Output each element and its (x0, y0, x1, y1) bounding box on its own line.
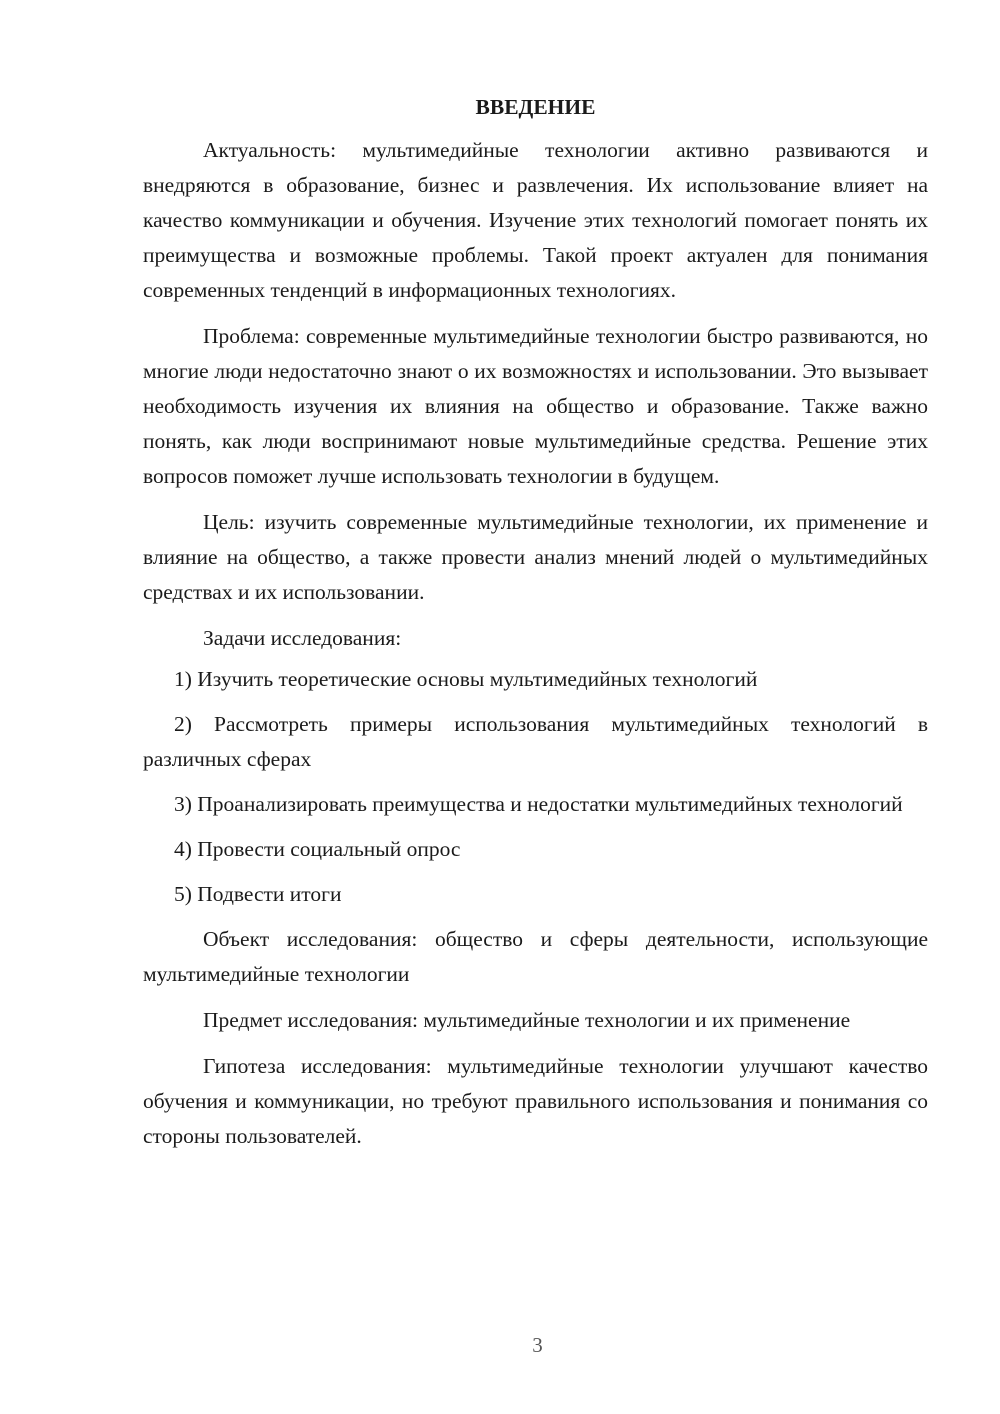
page-content (143, 90, 928, 1165)
relevance-paragraph: Актуальность: мультимедийные технологии активно развиваются и внедряются в образование, бизнес и развлечения. Их использование влияет на качество коммуникации и обучения. Изучение этих технологий помогает понять их преимущества и возможные проблемы. Такой проект актуален для понимания современных тенденций в информационных технологиях. (143, 138, 928, 302)
page-title: ВВЕДЕНИЕ (475, 95, 596, 119)
tasks-heading: Задачи исследования: (203, 626, 402, 650)
problem-paragraph: Проблема: современные мультимедийные технологии быстро развиваются, но многие люди недостаточно знают о их возможностях и использовании. Это вызывает необходимость изучения их влияния на общество и образование. Также важно понять, как люди воспринимают новые мультимедийные средства. Решение этих вопросов поможет лучше использовать технологии в будущем. (143, 324, 928, 488)
task-item-2: 2) Рассмотреть примеры использования мультимедийных технологий в различных сферах (143, 712, 928, 771)
subject-paragraph: Предмет исследования: мультимедийные технологии и их применение (203, 1008, 851, 1032)
task-item-5: 5) Подвести итоги (174, 882, 342, 906)
hypothesis-paragraph: Гипотеза исследования: мультимедийные технологии улучшают качество обучения и коммуникации, но требуют правильного использования и понимания со стороны пользователей. (143, 1054, 928, 1148)
goal-paragraph: Цель: изучить современные мультимедийные технологии, их применение и влияние на общество, а также провести анализ мнений людей о мультимедийных средствах и их использовании. (143, 510, 928, 604)
page-number: 3 (532, 1333, 543, 1357)
object-paragraph: Объект исследования: общество и сферы деятельности, использующие мультимедийные технологии (143, 927, 928, 986)
task-item-1: 1) Изучить теоретические основы мультимедийных технологий (174, 667, 758, 691)
task-item-3: 3) Проанализировать преимущества и недостатки мультимедийных технологий (174, 792, 903, 816)
task-item-4: 4) Провести социальный опрос (174, 837, 461, 861)
